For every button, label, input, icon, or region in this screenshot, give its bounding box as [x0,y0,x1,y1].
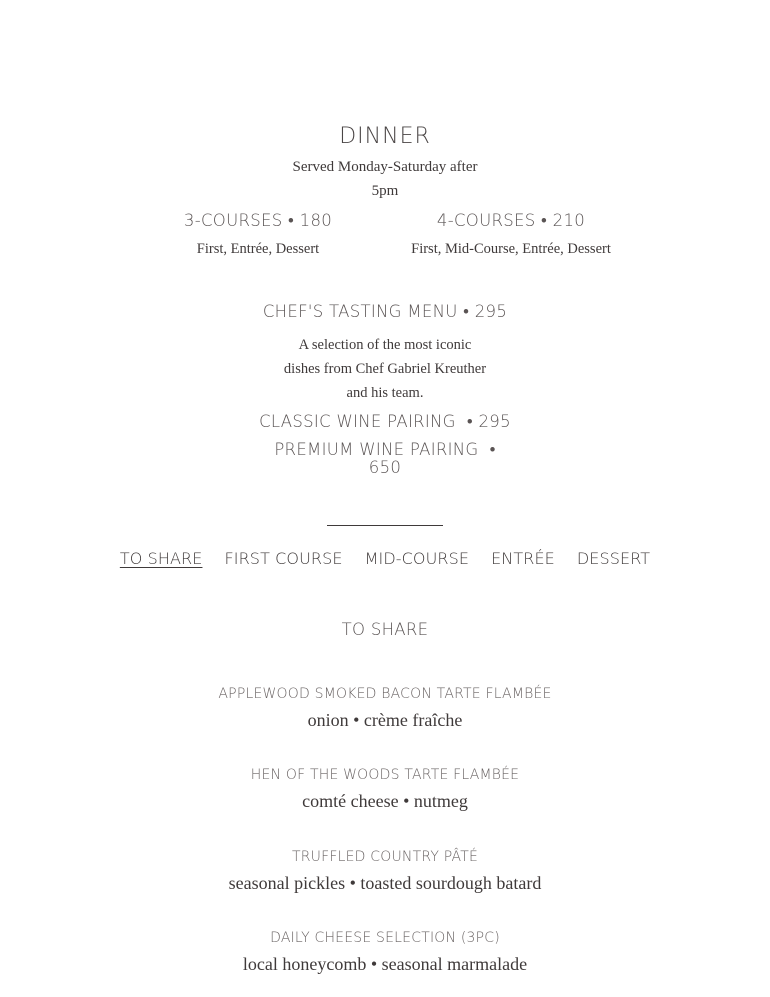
premium-pairing-line: 650 [368,458,402,477]
menu-item-name: TRUFFLED COUNTRY PÂTÉ [291,849,479,865]
menu-item [0,849,770,894]
service-hours-line: 5pm [371,183,399,199]
menu-item-name: HEN OF THE WOODS TARTE FLAMBÉE [250,767,520,783]
tab-first-course[interactable]: FIRST COURSE [224,549,343,568]
course-option-title: 4-COURSES • 210 [436,211,586,230]
menu-item-name: DAILY CHEESE SELECTION (3PC) [270,930,500,946]
menu-item-name: APPLEWOOD SMOKED BACON TARTE FLAMBÉE [218,686,552,702]
premium-wine-pairing [0,441,770,477]
page-title: DINNER [339,124,431,149]
menu-item-ingredients: onion • crème fraîche [307,710,463,730]
service-hours-line: Served Monday-Saturday after [292,159,478,175]
tab-dessert[interactable]: DESSERT [576,549,651,568]
tab-entree[interactable]: ENTRÉE [491,549,555,568]
course-option-3 [168,211,348,258]
tasting-desc-line: A selection of the most iconic [298,337,472,353]
menu-item-ingredients: local honeycomb • seasonal marmalade [242,954,528,974]
course-option-title: 3-COURSES • 180 [183,211,333,230]
course-option-description: First, Mid-Course, Entrée, Dessert [411,241,611,257]
tasting-desc-line: dishes from Chef Gabriel Kreuther [283,361,487,377]
course-option-description: First, Entrée, Dessert [196,241,320,257]
tasting-menu-title: CHEF'S TASTING MENU • 295 [262,302,508,321]
section-divider [327,525,443,526]
premium-pairing-line: PREMIUM WINE PAIRING • [274,440,496,459]
menu-category-tabs [0,549,770,568]
menu-item [0,930,770,975]
menu-item-ingredients: seasonal pickles • toasted sourdough batard [228,873,542,893]
service-hours [0,155,770,203]
menu-item [0,767,770,812]
menu-item [0,686,770,731]
menu-item-ingredients: comté cheese • nutmeg [302,791,468,811]
tab-mid-course[interactable]: MID-COURSE [364,549,470,568]
classic-wine-pairing: CLASSIC WINE PAIRING • 295 [259,412,511,431]
section-title: TO SHARE [341,620,429,639]
course-option-4 [380,211,642,258]
tasting-desc-line: and his team. [346,385,424,401]
tasting-menu-description [0,333,770,405]
tab-to-share[interactable]: TO SHARE [119,549,203,568]
